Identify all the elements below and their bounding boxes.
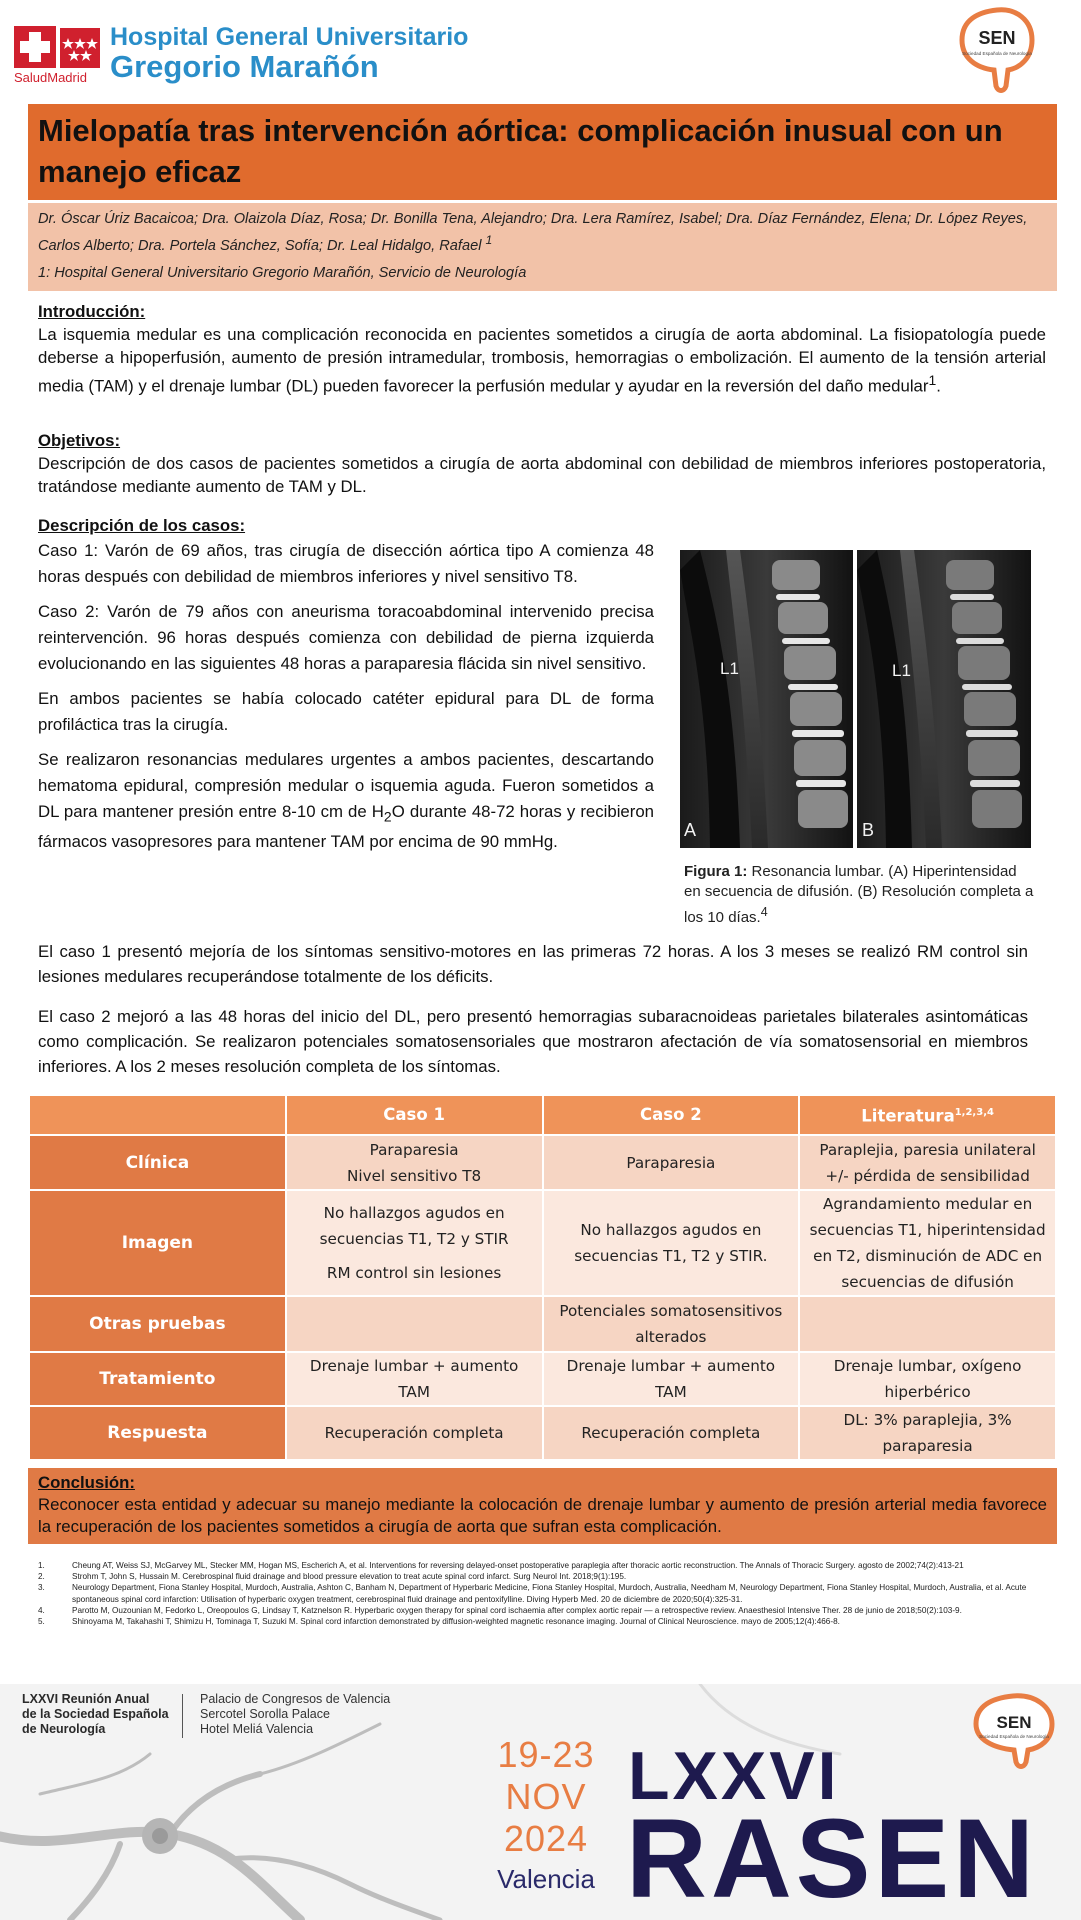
cell-imagen-literature: Agrandamiento medular en secuencias T1, hiperintensidad en T2, disminución de ADC en secuencias de difusión bbox=[799, 1190, 1056, 1296]
cell-text: Nivel sensitivo T8 bbox=[347, 1166, 482, 1185]
cell-respuesta-case1: Recuperación completa bbox=[286, 1406, 543, 1460]
event-days: 19-23 bbox=[497, 1734, 595, 1775]
affiliation: 1: Hospital General Universitario Gregorio Marañón, Servicio de Neurología bbox=[38, 264, 527, 281]
introduction-text bbox=[38, 323, 1046, 398]
case2-text: Caso 2: Varón de 79 años con aneurisma toracoabdominal intervenido precisa reintervención. 96 horas después comienza con debilidad de pierna izquierda evolucionando en las siguientes 48 horas a paraparesia flácida sin nivel sensitivo. bbox=[38, 602, 654, 673]
figure-caption-label: Figura 1: bbox=[684, 863, 748, 880]
cases-column bbox=[38, 538, 654, 864]
event-edition: LXXVI bbox=[628, 1738, 840, 1814]
cell-tratamiento-case1: Drenaje lumbar + aumento TAM bbox=[286, 1352, 543, 1406]
meeting-line: LXXVI Reunión Anual bbox=[22, 1692, 150, 1706]
reference-number: 1. bbox=[38, 1561, 45, 1570]
venue-line: Hotel Meliá Valencia bbox=[200, 1722, 314, 1736]
cell-clinica-case1 bbox=[286, 1135, 543, 1190]
mri-tag-b: B bbox=[862, 820, 875, 840]
event-year: 2024 bbox=[503, 1818, 589, 1859]
hospital-name-line2: Gregorio Marañón bbox=[110, 49, 379, 84]
reference-item bbox=[38, 1560, 1038, 1571]
reference-text: Strohm T, John S, Hussain M. Cerebrospinal fluid drainage and blood pressure elevation to treat acute spinal cord infarct. Surg Neurol Int. 2018;9(1):195. bbox=[72, 1572, 627, 1582]
reference-item bbox=[38, 1616, 1038, 1627]
cell-imagen-case1 bbox=[286, 1190, 543, 1296]
cell-otras-case1 bbox=[286, 1296, 543, 1352]
case1-text: Caso 1: Varón de 69 años, tras cirugía de disección aórtica tipo A comienza 48 horas después con debilidad de miembros inferiores y nivel sensitivo T8. bbox=[38, 541, 654, 586]
mri-text bbox=[38, 747, 654, 855]
h2o-subscript: 2 bbox=[383, 808, 392, 825]
mri-label-l1-b: L1 bbox=[892, 661, 911, 680]
table-header-row bbox=[29, 1095, 1056, 1135]
mri-text-part1: Se realizaron resonancias medulares urgentes a ambos pacientes, descartando hematoma epidural, compresión medular o isquemia aguda. Fueron sometidos a DL para mantener presión entre 8-10 cm de H bbox=[38, 750, 654, 821]
poster-header bbox=[0, 0, 1081, 104]
event-name: RASEN bbox=[626, 1796, 1039, 1920]
row-label-clinica: Clínica bbox=[29, 1135, 286, 1190]
table-header-case1: Caso 1 bbox=[286, 1095, 543, 1135]
conclusion-text: Reconocer esta entidad y adecuar su manejo mediante la colocación de drenaje lumbar y aumento de presión arterial media favorece la recuperación de los pacientes sometidos a cirugía de aorta que sufran esta complicación. bbox=[38, 1495, 1047, 1536]
reference-text: Parotto M, Ouzounian M, Fedorko L, Oreopoulos G, Lindsay T, Katznelson R. Hyperbaric oxygen therapy for spinal cord ischaemia after complex aortic repair — a retrospective review. Anaesthesiol Intensive Ther. 28 de junio de 2018;50(2):103-9. bbox=[72, 1605, 962, 1615]
footer-sen-logo-subtitle: Sociedad Española de Neurología bbox=[979, 1734, 1049, 1739]
reference-text: Shinoyama M, Takahashi T, Shimizu H, Tominaga T, Suzuki M. Spinal cord infarction demonstrated by diffusion-weighted magnetic resonance imaging. Journal of Clinical Neuroscience. mayo de 2005;12(4):466-8. bbox=[72, 1617, 840, 1627]
objectives-heading: Objetivos: bbox=[38, 431, 121, 450]
hospital-name bbox=[110, 22, 468, 82]
sen-logo-text: SEN bbox=[978, 28, 1016, 48]
cell-tratamiento-case2: Drenaje lumbar + aumento TAM bbox=[543, 1352, 800, 1406]
authors-list bbox=[38, 209, 1047, 257]
mri-text-part2: O durante 48-72 horas y recibieron fármacos vasopresores para mantener TAM por encima de 90 mmHg. bbox=[38, 802, 655, 852]
meeting-line: de la Sociedad Española bbox=[22, 1707, 169, 1721]
reference-item bbox=[38, 1605, 1038, 1616]
introduction-heading: Introducción: bbox=[38, 302, 146, 321]
reference-text: Neurology Department, Fiona Stanley Hospital, Murdoch, Australia, Ashton C, Banham N, Department of Hyperbaric Medicine, Fiona Stanley Hospital, Murdoch, Australia, Needham M, Neurology Department, Fiona Stanley Hospital, Murdoch, Australia, et al. Acute spontaneous spinal cord infarction: Utilisation of hyperbaric oxygen treatment, cerebrospinal fluid drainage and pentoxifylline. Diving Hyperb Med. 20 de diciembre de 2020;50(4):325-31. bbox=[72, 1583, 1027, 1604]
figure-caption-ref: 4 bbox=[760, 905, 768, 919]
salud-madrid-label: SaludMadrid bbox=[14, 70, 87, 85]
figure-caption bbox=[684, 862, 1034, 928]
reference-item bbox=[38, 1582, 1038, 1604]
figure-caption-text: Resonancia lumbar. (A) Hiperintensidad en secuencia de difusión. (B) Resolución completa a los 10 días. bbox=[684, 863, 1034, 926]
mri-image bbox=[680, 550, 1031, 848]
sen-logo-subtitle: Sociedad Española de Neurología bbox=[962, 51, 1032, 56]
authors-text: Dr. Óscar Úriz Bacaicoa; Dra. Olaizola Díaz, Rosa; Dr. Bonilla Tena, Alejandro; Dra. Lera Ramírez, Isabel; Dra. Díaz Fernández, Elena; Dr. López Reyes, Carlos Alberto; Dra. Portela Sánchez, Sofía; Dr. Leal Hidalgo, Rafael bbox=[38, 211, 1028, 254]
references-list bbox=[38, 1560, 1038, 1627]
reference-item bbox=[38, 1571, 1038, 1582]
footer-sen-logo-text: SEN bbox=[996, 1713, 1032, 1732]
table-row bbox=[29, 1135, 1056, 1190]
evolution-case1: El caso 1 presentó mejoría de los síntomas sensitivo-motores en las primeras 72 horas. A los 3 meses se realizó RM control sin lesiones medulares recuperándose totalmente de los déficits. bbox=[38, 942, 1028, 986]
sen-logo bbox=[958, 6, 1036, 96]
mri-panel-a bbox=[680, 550, 853, 848]
mri-tag-a: A bbox=[684, 820, 697, 840]
meeting-name bbox=[22, 1692, 169, 1737]
mri-panel-b bbox=[857, 550, 1031, 848]
table-header-case2: Caso 2 bbox=[543, 1095, 800, 1135]
cell-tratamiento-literature: Drenaje lumbar, oxígeno hiperbérico bbox=[799, 1352, 1056, 1406]
mri-figure bbox=[680, 550, 1031, 848]
row-label-otras-pruebas: Otras pruebas bbox=[29, 1296, 286, 1352]
table-header-literature bbox=[799, 1095, 1056, 1135]
introduction-body: La isquemia medular es una complicación reconocida en pacientes sometidos a cirugía de aorta abdominal. La fisiopatología puede deberse a hipoperfusión, aumento de presión intramedular, trombosis, hemorragias o embolización. El aumento de la tensión arterial media (TAM) y el drenaje lumbar (DL) pueden favorecer la perfusión medular y ayudar en la reversión del daño medular bbox=[38, 325, 1046, 396]
table-row bbox=[29, 1296, 1056, 1352]
row-label-imagen: Imagen bbox=[29, 1190, 286, 1296]
venue-list bbox=[200, 1692, 390, 1737]
conclusion-heading: Conclusión: bbox=[38, 1473, 135, 1492]
authors-affiliation-mark: 1 bbox=[485, 233, 493, 247]
venue-line: Palacio de Congresos de Valencia bbox=[200, 1692, 391, 1706]
reference-number: 5. bbox=[38, 1617, 45, 1627]
venue-line: Sercotel Sorolla Palace bbox=[200, 1707, 330, 1721]
table-row bbox=[29, 1406, 1056, 1460]
cases-heading: Descripción de los casos: bbox=[38, 516, 246, 535]
footer-sen-logo bbox=[968, 1690, 1058, 1770]
table-corner-cell bbox=[29, 1095, 286, 1135]
mri-label-l1-a: L1 bbox=[720, 659, 739, 678]
comparison-table bbox=[28, 1094, 1057, 1461]
cell-respuesta-literature: DL: 3% paraplejia, 3% paraparesia bbox=[799, 1406, 1056, 1460]
title-banner bbox=[28, 104, 1057, 200]
objectives-text: Descripción de dos casos de pacientes sometidos a cirugía de aorta abdominal con debilidad de miembros inferiores postoperatoria, tratándose mediante aumento de TAM y DL. bbox=[38, 454, 1046, 496]
row-label-tratamiento: Tratamiento bbox=[29, 1352, 286, 1406]
cases-heading-wrap bbox=[38, 514, 1046, 538]
cell-clinica-literature: Paraplejia, paresia unilateral +/- pérdida de sensibilidad bbox=[799, 1135, 1056, 1190]
salud-madrid-logo bbox=[14, 26, 100, 86]
row-label-respuesta: Respuesta bbox=[29, 1406, 286, 1460]
health-cross-icon bbox=[14, 26, 56, 68]
reference-text: Cheung AT, Weiss SJ, McGarvey ML, Stecker MM, Hogan MS, Escherich A, et al. Interventions for reversing delayed-onset postoperative paraplegia after thoracic aortic reconstruction. The Annals of Thoracic Surgery. agosto de 2002;74(2):413-21 bbox=[72, 1561, 964, 1570]
poster-title: Mielopatía tras intervención aórtica: complicación inusual con un manejo eficaz bbox=[38, 113, 1003, 189]
cell-text: Paraparesia bbox=[369, 1140, 459, 1159]
footer-divider bbox=[182, 1694, 183, 1738]
madrid-flag-icon bbox=[60, 28, 100, 68]
cell-text: RM control sin lesiones bbox=[326, 1264, 502, 1282]
event-dates bbox=[486, 1734, 606, 1895]
table-row bbox=[29, 1190, 1056, 1296]
table-header-literature-label: Literatura bbox=[861, 1106, 955, 1126]
introduction-section bbox=[38, 300, 1046, 398]
event-city: Valencia bbox=[497, 1864, 595, 1894]
cell-otras-literature bbox=[799, 1296, 1056, 1352]
cell-clinica-case2: Paraparesia bbox=[543, 1135, 800, 1190]
cell-otras-case2: Potenciales somatosensitivos alterados bbox=[543, 1296, 800, 1352]
conclusion-box bbox=[28, 1468, 1057, 1544]
authors-banner bbox=[28, 203, 1057, 291]
hospital-name-line1: Hospital General Universitario bbox=[110, 23, 469, 51]
meeting-line: de Neurología bbox=[22, 1722, 106, 1736]
cell-imagen-case2: No hallazgos agudos en secuencias T1, T2 y STIR. bbox=[543, 1190, 800, 1296]
reference-number: 2. bbox=[38, 1572, 45, 1582]
reference-number: 4. bbox=[38, 1605, 45, 1615]
table-header-literature-refs: 1,2,3,4 bbox=[954, 1107, 994, 1119]
cell-respuesta-case2: Recuperación completa bbox=[543, 1406, 800, 1460]
evolution-case2: El caso 2 mejoró a las 48 horas del inicio del DL, pero presentó hemorragias subaracnoideas parietales bilaterales asintomáticas como complicación. Se realizaron potenciales somatosensoriales que mostraron afectación de vía somatosensorial en miembros inferiores. A los 2 meses resolución completa de los síntomas. bbox=[38, 1007, 1028, 1076]
table-row bbox=[29, 1352, 1056, 1406]
objectives-section bbox=[38, 429, 1046, 498]
introduction-end: . bbox=[936, 376, 941, 396]
cell-text: No hallazgos agudos en secuencias T1, T2 y STIR bbox=[319, 1204, 509, 1248]
introduction-ref: 1 bbox=[928, 372, 937, 388]
epidural-text: En ambos pacientes se había colocado catéter epidural para DL de forma profiláctica tras la cirugía. bbox=[38, 689, 654, 734]
event-month: NOV bbox=[505, 1776, 587, 1817]
reference-number: 3. bbox=[38, 1583, 45, 1593]
event-footer bbox=[0, 1684, 1081, 1920]
